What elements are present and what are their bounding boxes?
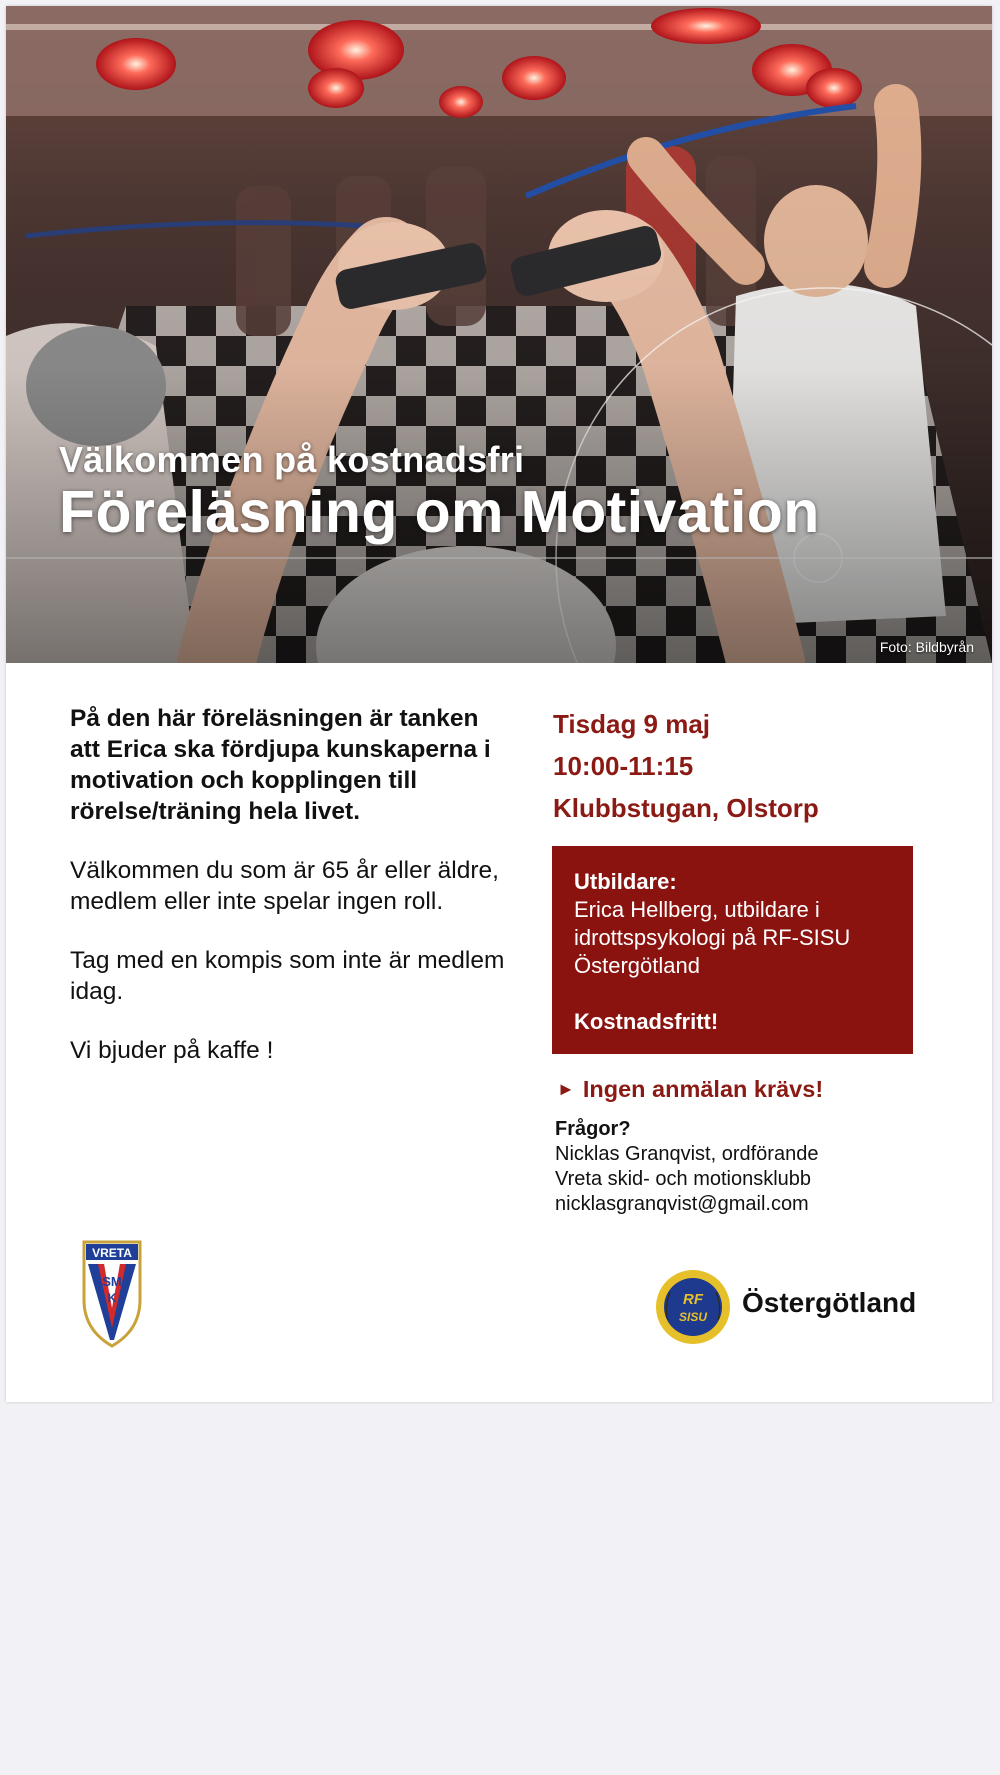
coffee-text: Vi bjuder på kaffe ! — [70, 1037, 274, 1064]
questions-heading: Frågor? — [555, 1118, 631, 1140]
trainer-description: Erica Hellberg, utbildare i idrottspsykologi på RF-SISU Östergötland — [574, 897, 851, 978]
trainer-box — [552, 846, 913, 1054]
svg-text:RF: RF — [683, 1291, 703, 1308]
photo-credit: Foto: Bildbyrån — [879, 639, 974, 655]
contact-email[interactable]: nicklasgranqvist@gmail.com — [555, 1193, 809, 1215]
event-time: 10:00-11:15 — [553, 751, 694, 781]
arrow-right-icon: ► — [557, 1079, 575, 1099]
rf-sisu-logo — [654, 1268, 732, 1346]
description-column — [70, 703, 510, 1094]
exercise-class-photo — [6, 6, 992, 663]
welcome-text: Välkommen du som är 65 år eller äldre, medlem eller inte spelar ingen roll. — [70, 857, 499, 915]
contact-name: Nicklas Granqvist, ordförande — [555, 1143, 819, 1165]
bring-friend-text: Tag med en kompis som inte är medlem idag. — [70, 947, 505, 1005]
hero-subtitle: Välkommen på kostnadsfri — [59, 439, 525, 480]
event-details — [553, 703, 923, 829]
contact-info — [555, 1117, 818, 1217]
event-date: Tisdag 9 maj — [553, 709, 711, 739]
hero-title: Föreläsning om Motivation — [59, 479, 820, 545]
vreta-smk-logo — [80, 1238, 144, 1350]
svg-text:VRETA: VRETA — [92, 1246, 132, 1260]
svg-text:SISU: SISU — [678, 1310, 708, 1324]
poster-page — [6, 6, 992, 1402]
contact-club: Vreta skid- och motionsklubb — [555, 1168, 812, 1190]
free-of-charge-label: Kostnadsfritt! — [574, 1009, 719, 1034]
hero-photo — [6, 6, 992, 663]
rf-region-label: Östergötland — [742, 1287, 917, 1318]
svg-text:SM: SM — [102, 1274, 122, 1289]
trainer-label: Utbildare: — [574, 869, 677, 894]
no-signup-text: Ingen anmälan krävs! — [582, 1076, 824, 1102]
intro-text: På den här föreläsningen är tanken att Erica ska fördjupa kunskaperna i motivation och kopplingen till rörelse/träning hela livet. — [70, 705, 491, 825]
svg-text:K: K — [107, 1291, 117, 1305]
event-place: Klubbstugan, Olstorp — [553, 793, 819, 823]
no-signup-note — [557, 1076, 823, 1103]
